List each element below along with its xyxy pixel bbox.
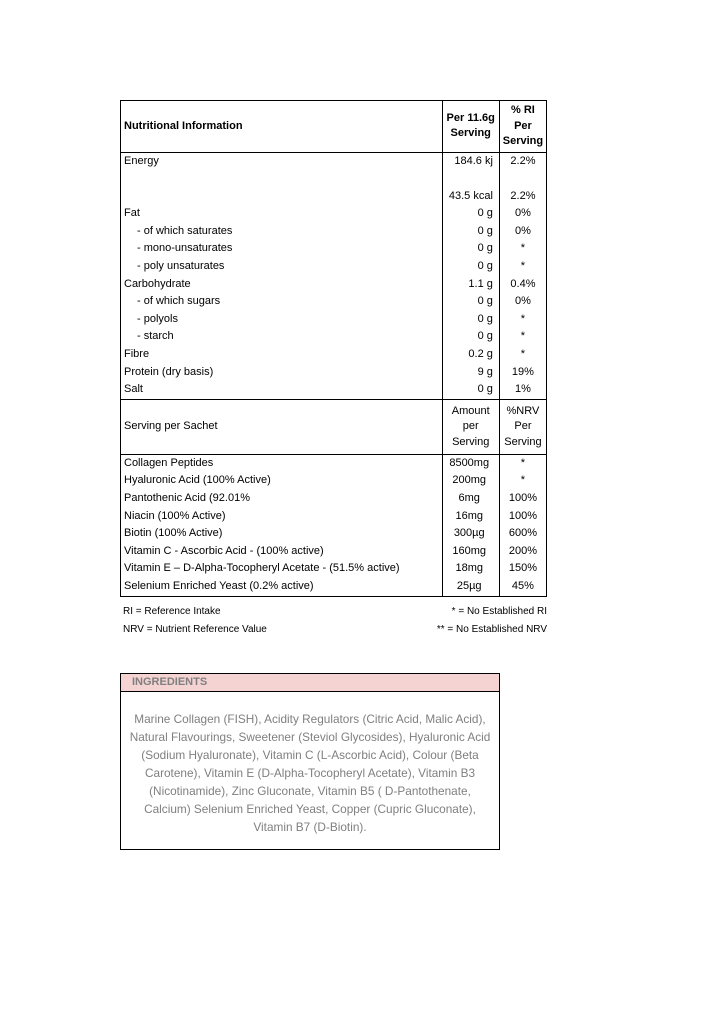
ingredient-name: Vitamin E – D-Alpha-Tocopheryl Acetate - (51.5% active) bbox=[124, 562, 400, 575]
serving-row-vitamin-c bbox=[121, 543, 547, 561]
notes-row-ri bbox=[123, 606, 547, 617]
nutrient-amount: 0 g bbox=[442, 381, 499, 399]
nutrient-name: Salt bbox=[124, 383, 143, 396]
nutrient-row-starch bbox=[121, 328, 547, 346]
ingredient-name: Biotin (100% Active) bbox=[124, 527, 223, 540]
ri-header: % RI Per Serving bbox=[502, 104, 544, 147]
nutrition-header-row bbox=[121, 101, 547, 153]
ingredient-name: Selenium Enriched Yeast (0.2% active) bbox=[124, 579, 314, 592]
ingredient-amount: 18mg bbox=[442, 560, 499, 578]
nutrient-row-fat bbox=[121, 205, 547, 223]
nutrient-ri: 19% bbox=[511, 365, 534, 378]
ingredients-box bbox=[120, 673, 500, 850]
nutrient-name: - poly unsaturates bbox=[137, 260, 225, 273]
ingredient-amount: 160mg bbox=[442, 543, 499, 561]
nutrient-name: Energy bbox=[124, 154, 159, 167]
nutrient-amount: 0 g bbox=[442, 311, 499, 329]
nutrient-row-sugars bbox=[121, 293, 547, 311]
ingredient-nrv: 150% bbox=[508, 562, 538, 575]
nutrient-ri: * bbox=[520, 348, 526, 361]
nutrient-row-saturates bbox=[121, 223, 547, 241]
nutrient-row-poly bbox=[121, 258, 547, 276]
nutrient-amount: 43.5 kcal bbox=[442, 188, 499, 206]
ingredient-nrv: 200% bbox=[508, 544, 538, 557]
serving-row-selenium bbox=[121, 578, 547, 596]
nutrient-amount: 0 g bbox=[442, 240, 499, 258]
ingredient-name: Niacin (100% Active) bbox=[124, 509, 226, 522]
nutrient-ri: * bbox=[520, 330, 526, 343]
nutrient-ri: * bbox=[520, 242, 526, 255]
nutrient-row-protein bbox=[121, 364, 547, 382]
serving-row-pantothenic bbox=[121, 490, 547, 508]
nutrient-row-mono bbox=[121, 240, 547, 258]
nutrient-ri: 0% bbox=[514, 207, 531, 220]
nutrient-ri: 0.4% bbox=[510, 277, 536, 290]
nutrient-name: - mono-unsaturates bbox=[137, 242, 233, 255]
nrv-no-established: ** = No Established NRV bbox=[436, 624, 547, 635]
nutrient-row-energy bbox=[121, 152, 547, 170]
ingredient-amount: 200mg bbox=[442, 472, 499, 490]
nutrient-amount: 0 g bbox=[442, 293, 499, 311]
nutrient-ri: * bbox=[520, 260, 526, 273]
nutrient-name: - starch bbox=[137, 330, 174, 343]
ingredient-nrv: 600% bbox=[508, 527, 538, 540]
ingredient-amount: 6mg bbox=[442, 490, 499, 508]
nutrient-row-carbohydrate bbox=[121, 276, 547, 294]
serving-row-vitamin-e bbox=[121, 560, 547, 578]
serving-row-collagen bbox=[121, 454, 547, 472]
nutrient-amount: 0 g bbox=[442, 223, 499, 241]
nutrient-name: Fibre bbox=[124, 348, 150, 361]
nutrient-amount: 0.2 g bbox=[442, 346, 499, 364]
nutrient-ri: 0% bbox=[514, 224, 531, 237]
ingredient-amount: 25µg bbox=[442, 578, 499, 596]
serving-header-row bbox=[121, 399, 547, 454]
ingredient-amount: 300µg bbox=[442, 525, 499, 543]
nutrient-row-polyols bbox=[121, 311, 547, 329]
nutrient-amount: 0 g bbox=[442, 258, 499, 276]
nutrient-row-kcal bbox=[121, 188, 547, 206]
nutrient-name: - of which saturates bbox=[137, 224, 233, 237]
nutrient-name: - polyols bbox=[137, 312, 178, 325]
ingredient-amount: 8500mg bbox=[442, 454, 499, 472]
ingredient-nrv: * bbox=[520, 474, 526, 487]
ingredient-name: Vitamin C - Ascorbic Acid - (100% active) bbox=[124, 544, 324, 557]
ri-no-established: * = No Established RI bbox=[451, 606, 547, 617]
nutrient-row-salt bbox=[121, 381, 547, 399]
ingredients-title: INGREDIENTS bbox=[121, 674, 499, 692]
ingredient-amount: 16mg bbox=[442, 508, 499, 526]
nutrition-title: Nutritional Information bbox=[124, 119, 243, 132]
per-serving-header: Per 11.6g Serving bbox=[442, 101, 499, 153]
ingredients-text: Marine Collagen (FISH), Acidity Regulators (Citric Acid, Malic Acid), Natural Flavourings, Sweetener (Steviol Glycosides), Hyaluronic Acid (Sodium Hyaluronate), Vitamin C (L-Ascorbic Acid), Colour (Beta Carotene), Vitamin E (D-Alpha-Tocopheryl Acetate), Vitamin B3 (Nicotinamide), Zinc Gluconate, Vitamin B5 ( D-Pantothenate, Calcium) Selenium Enriched Yeast, Copper (Cupric Gluconate), Vitamin B7 (D-Biotin). bbox=[129, 712, 491, 834]
amount-per-serving-header: Amount per Serving bbox=[442, 399, 499, 454]
nutrient-amount: 1.1 g bbox=[442, 276, 499, 294]
nutrient-name: Fat bbox=[124, 207, 140, 220]
nrv-header: %NRV Per Serving bbox=[504, 404, 542, 448]
nutrient-name bbox=[121, 188, 443, 206]
ingredient-name: Collagen Peptides bbox=[124, 456, 214, 469]
serving-row-niacin bbox=[121, 508, 547, 526]
ingredient-nrv: 100% bbox=[508, 492, 538, 504]
ingredient-name: Hyaluronic Acid (100% Active) bbox=[124, 474, 271, 487]
serving-row-hyaluronic bbox=[121, 472, 547, 490]
nutrient-amount: 0 g bbox=[442, 205, 499, 223]
nutrient-row-fibre bbox=[121, 346, 547, 364]
ingredient-nrv: 100% bbox=[508, 509, 538, 522]
nutrient-ri: 0% bbox=[514, 295, 531, 308]
notes-row-nrv bbox=[123, 624, 547, 635]
nutrient-name: - of which sugars bbox=[137, 295, 221, 308]
nrv-definition: NRV = Nutrient Reference Value bbox=[123, 624, 267, 635]
nutrient-ri: * bbox=[520, 312, 526, 325]
serving-row-biotin bbox=[121, 525, 547, 543]
nutrient-amount: 0 g bbox=[442, 328, 499, 346]
nutrient-amount: 9 g bbox=[442, 364, 499, 382]
ri-definition: RI = Reference Intake bbox=[123, 606, 221, 617]
serving-title: Serving per Sachet bbox=[124, 420, 218, 433]
nutrient-ri: 1% bbox=[514, 383, 531, 396]
nutrient-name: Protein (dry basis) bbox=[124, 365, 214, 378]
nutrient-ri: 2.2% bbox=[510, 154, 536, 167]
nutrient-row-spacer bbox=[121, 170, 547, 188]
nutrition-table bbox=[120, 100, 547, 597]
nutrient-amount: 184.6 kj bbox=[442, 152, 499, 170]
nutrient-ri: 2.2% bbox=[510, 189, 536, 202]
nutrient-name: Carbohydrate bbox=[124, 277, 191, 290]
ingredient-nrv: * bbox=[520, 456, 526, 469]
ingredient-nrv: 45% bbox=[511, 579, 534, 592]
ingredient-name: Pantothenic Acid (92.01% bbox=[124, 492, 250, 504]
